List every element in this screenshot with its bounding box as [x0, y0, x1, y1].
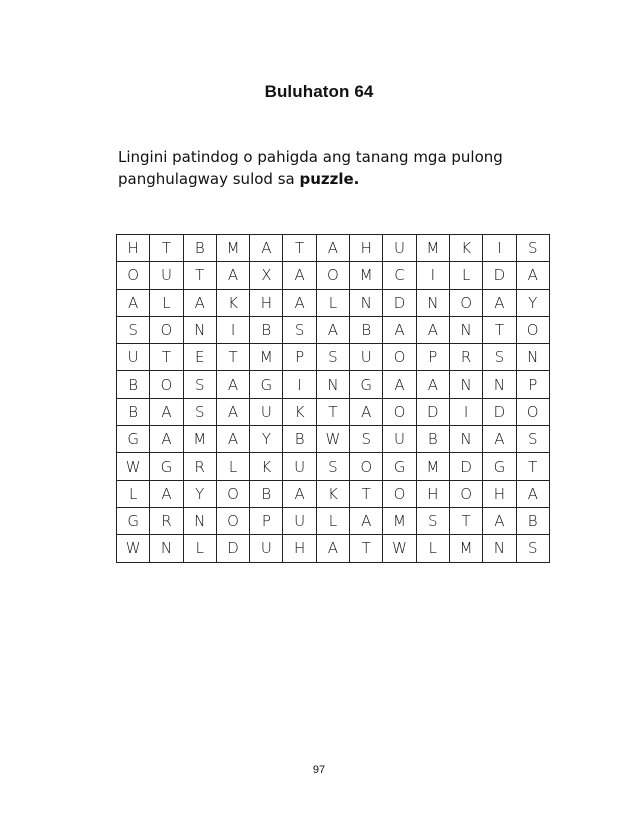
grid-cell: N — [350, 289, 383, 316]
grid-cell: S — [416, 507, 449, 534]
grid-cell: A — [150, 398, 183, 425]
grid-cell: O — [150, 316, 183, 343]
grid-cell: G — [483, 453, 516, 480]
grid-cell: L — [183, 535, 216, 562]
grid-cell: I — [283, 371, 316, 398]
grid-cell: A — [250, 235, 283, 262]
grid-cell: A — [283, 262, 316, 289]
grid-cell: O — [449, 289, 482, 316]
grid-cell: S — [483, 344, 516, 371]
grid-cell: A — [416, 371, 449, 398]
grid-cell: A — [483, 507, 516, 534]
grid-cell: O — [216, 507, 249, 534]
grid-cell: T — [516, 453, 549, 480]
grid-cell: S — [183, 371, 216, 398]
grid-cell: N — [183, 316, 216, 343]
grid-row — [117, 507, 550, 534]
grid-cell: A — [516, 262, 549, 289]
grid-row — [117, 316, 550, 343]
grid-cell: O — [383, 480, 416, 507]
grid-cell: A — [383, 371, 416, 398]
grid-cell: A — [216, 426, 249, 453]
grid-cell: Y — [250, 426, 283, 453]
grid-cell: L — [449, 262, 482, 289]
grid-cell: O — [383, 398, 416, 425]
grid-cell: I — [216, 316, 249, 343]
grid-cell: A — [350, 507, 383, 534]
grid-cell: B — [283, 426, 316, 453]
grid-cell: I — [449, 398, 482, 425]
grid-row — [117, 371, 550, 398]
grid-cell: U — [150, 262, 183, 289]
grid-cell: M — [250, 344, 283, 371]
grid-cell: T — [449, 507, 482, 534]
grid-cell: O — [383, 344, 416, 371]
grid-cell: M — [183, 426, 216, 453]
grid-cell: T — [183, 262, 216, 289]
grid-cell: H — [250, 289, 283, 316]
grid-cell: A — [316, 235, 349, 262]
grid-cell: Y — [183, 480, 216, 507]
grid-cell: U — [383, 426, 416, 453]
grid-cell: K — [250, 453, 283, 480]
grid-cell: A — [416, 316, 449, 343]
grid-row — [117, 235, 550, 262]
grid-cell: G — [117, 426, 150, 453]
grid-cell: K — [449, 235, 482, 262]
grid-cell: O — [350, 453, 383, 480]
grid-cell: T — [150, 344, 183, 371]
grid-cell: S — [117, 316, 150, 343]
grid-cell: U — [283, 507, 316, 534]
grid-cell: M — [416, 235, 449, 262]
grid-row — [117, 426, 550, 453]
grid-cell: T — [316, 398, 349, 425]
grid-cell: L — [117, 480, 150, 507]
grid-cell: H — [117, 235, 150, 262]
grid-cell: D — [449, 453, 482, 480]
grid-cell: M — [383, 507, 416, 534]
grid-cell: A — [483, 289, 516, 316]
grid-cell: A — [150, 426, 183, 453]
grid-cell: T — [150, 235, 183, 262]
grid-cell: W — [316, 426, 349, 453]
grid-cell: O — [449, 480, 482, 507]
grid-cell: L — [316, 289, 349, 316]
grid-cell: O — [150, 371, 183, 398]
grid-cell: N — [449, 371, 482, 398]
grid-cell: N — [416, 289, 449, 316]
grid-cell: S — [283, 316, 316, 343]
grid-cell: B — [350, 316, 383, 343]
grid-cell: T — [216, 344, 249, 371]
grid-cell: N — [316, 371, 349, 398]
page-title: Buluhaton 64 — [264, 82, 374, 101]
grid-cell: A — [216, 398, 249, 425]
grid-cell: N — [483, 371, 516, 398]
instructions-text — [118, 146, 578, 190]
grid-cell: B — [416, 426, 449, 453]
grid-cell: L — [316, 507, 349, 534]
grid-cell: G — [250, 371, 283, 398]
grid-cell: N — [183, 507, 216, 534]
grid-cell: B — [516, 507, 549, 534]
grid-cell: D — [483, 398, 516, 425]
grid-cell: T — [483, 316, 516, 343]
grid-cell: N — [449, 316, 482, 343]
grid-cell: D — [216, 535, 249, 562]
grid-cell: H — [416, 480, 449, 507]
grid-cell: S — [350, 426, 383, 453]
grid-cell: U — [283, 453, 316, 480]
page-number: 97 — [312, 764, 326, 776]
grid-cell: H — [283, 535, 316, 562]
grid-row — [117, 262, 550, 289]
grid-cell: O — [216, 480, 249, 507]
grid-cell: B — [250, 480, 283, 507]
grid-cell: A — [316, 535, 349, 562]
grid-cell: D — [383, 289, 416, 316]
grid-cell: P — [283, 344, 316, 371]
grid-cell: T — [350, 480, 383, 507]
grid-cell: K — [316, 480, 349, 507]
grid-cell: M — [216, 235, 249, 262]
grid-row — [117, 289, 550, 316]
grid-cell: U — [250, 535, 283, 562]
grid-cell: S — [316, 344, 349, 371]
grid-cell: G — [117, 507, 150, 534]
grid-cell: A — [150, 480, 183, 507]
grid-cell: T — [350, 535, 383, 562]
grid-cell: U — [117, 344, 150, 371]
grid-cell: R — [150, 507, 183, 534]
grid-cell: L — [216, 453, 249, 480]
grid-cell: Y — [516, 289, 549, 316]
grid-cell: R — [449, 344, 482, 371]
grid-cell: P — [416, 344, 449, 371]
grid-cell: M — [449, 535, 482, 562]
grid-cell: O — [516, 316, 549, 343]
grid-row — [117, 480, 550, 507]
grid-cell: A — [350, 398, 383, 425]
grid-cell: D — [483, 262, 516, 289]
grid-row — [117, 344, 550, 371]
grid-cell: I — [416, 262, 449, 289]
grid-cell: G — [150, 453, 183, 480]
grid-cell: A — [316, 316, 349, 343]
grid-cell: C — [383, 262, 416, 289]
grid-row — [117, 453, 550, 480]
grid-cell: I — [483, 235, 516, 262]
grid-cell: N — [449, 426, 482, 453]
grid-row — [117, 398, 550, 425]
grid-row — [117, 535, 550, 562]
grid-cell: A — [283, 289, 316, 316]
grid-cell: S — [516, 535, 549, 562]
grid-cell: A — [117, 289, 150, 316]
grid-cell: M — [350, 262, 383, 289]
grid-cell: N — [516, 344, 549, 371]
grid-cell: E — [183, 344, 216, 371]
grid-cell: K — [216, 289, 249, 316]
grid-cell: H — [350, 235, 383, 262]
grid-cell: B — [117, 371, 150, 398]
grid-cell: H — [483, 480, 516, 507]
grid-cell: O — [516, 398, 549, 425]
grid-cell: W — [117, 453, 150, 480]
grid-cell: P — [250, 507, 283, 534]
grid-cell: A — [216, 262, 249, 289]
grid-cell: A — [483, 426, 516, 453]
grid-cell: N — [483, 535, 516, 562]
grid-cell: N — [150, 535, 183, 562]
instructions-main: Lingini patindog o pahigda ang tanang mga pulong panghulagway sulod sa — [118, 148, 503, 188]
grid-cell: A — [216, 371, 249, 398]
grid-cell: A — [516, 480, 549, 507]
grid-cell: L — [150, 289, 183, 316]
grid-cell: K — [283, 398, 316, 425]
grid-cell: D — [416, 398, 449, 425]
grid-cell: S — [316, 453, 349, 480]
grid-cell: M — [416, 453, 449, 480]
grid-cell: A — [183, 289, 216, 316]
grid-cell: P — [516, 371, 549, 398]
grid-cell: O — [117, 262, 150, 289]
grid-cell: G — [350, 371, 383, 398]
grid-cell: X — [250, 262, 283, 289]
grid-cell: L — [416, 535, 449, 562]
grid-cell: U — [250, 398, 283, 425]
grid-cell: W — [117, 535, 150, 562]
grid-cell: W — [383, 535, 416, 562]
grid-cell: B — [117, 398, 150, 425]
grid-cell: B — [183, 235, 216, 262]
instructions-bold: puzzle. — [299, 170, 360, 188]
grid-cell: O — [316, 262, 349, 289]
grid-cell: T — [283, 235, 316, 262]
word-search-grid — [116, 234, 550, 563]
grid-cell: R — [183, 453, 216, 480]
grid-cell: U — [350, 344, 383, 371]
grid-cell: U — [383, 235, 416, 262]
grid-cell: S — [516, 426, 549, 453]
grid-cell: S — [516, 235, 549, 262]
grid-cell: A — [283, 480, 316, 507]
grid-cell: A — [383, 316, 416, 343]
grid-cell: B — [250, 316, 283, 343]
grid-cell: S — [183, 398, 216, 425]
grid-cell: G — [383, 453, 416, 480]
